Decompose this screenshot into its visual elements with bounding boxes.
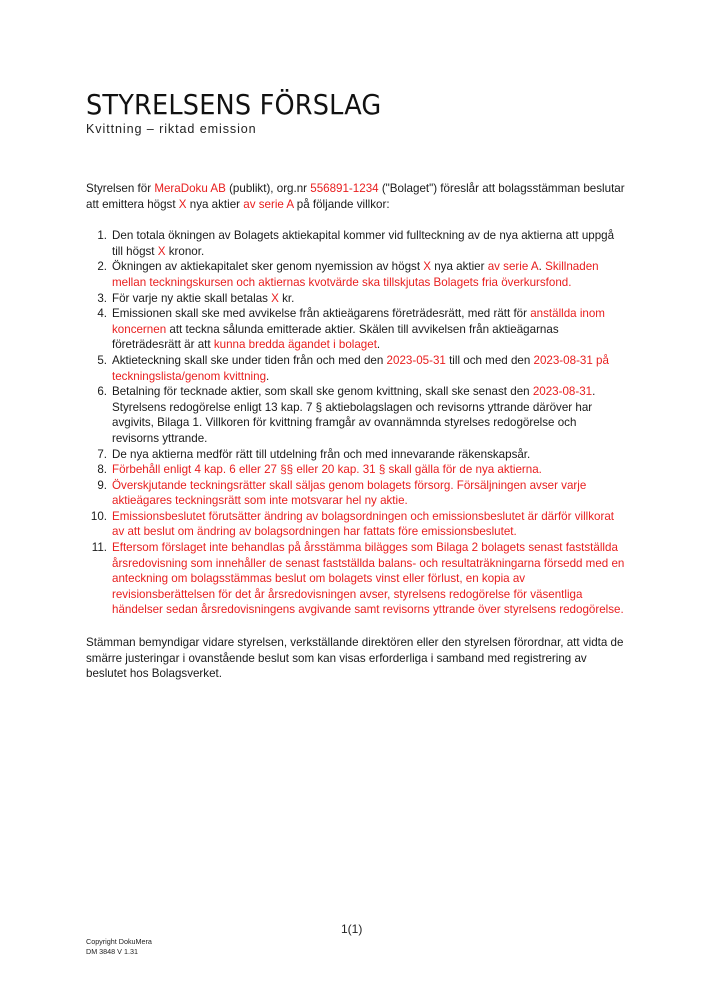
text-run: Emissionen skall ske med avvikelse från aktieägarens företrädesrätt, med rätt för [112,307,531,321]
highlighted-text: Överskjutande teckningsrätter skall säljas genom bolagets försorg. Försäljningen avser varje aktieägares teckningsrätt som inte motsvarar hel ny aktie. [112,478,587,508]
item-text [112,260,599,289]
highlighted-text: X [423,260,431,274]
text-run: på följande villkor: [293,197,390,211]
highlighted-text: Eftersom förslaget inte behandlas på årsstämma bilägges som Bilaga 2 bolagets senast fastställda årsredovisning som innehåller de senast fastställda balans- och resultaträkningarna försedd med en anteckning om bolagsstämmas beslut om bolagets vinst eller förlust, en kopia av revisionsberättelsen för det år årsredovisningen avser, styrelsens redogörelse för väsentliga händelser sedan årsredovisningens avgivande samt revisorns yttrande över styrelsens redogörelse. [112,541,625,617]
text-run: . Styrelsens redogörelse enligt 13 kap. 7 § aktiebolagslagen och revisorns yttrande däröver har avgivits, Bilaga 1. Villkoren för kvittning framgår av ovannämnda styrelses redogörelse och revisorns yttrande. [112,385,596,445]
footer [86,937,152,957]
text-run: att teckna sålunda emitterade aktier. Skälen till avvikelsen från aktieägarnas företrädesrätt är att [112,322,559,352]
item-text [112,385,595,445]
highlighted-text: 2023-05-31 [386,353,446,367]
condition-item [86,259,626,290]
condition-item [86,509,626,540]
text-run: nya aktier [186,197,244,211]
text-run: . [538,260,546,274]
text-run: nya aktier [431,260,488,274]
highlighted-text: Förbehåll enligt 4 kap. 6 eller 27 §§ eller 20 kap. 31 § skall gälla för de nya aktierna. [112,463,542,477]
footer-copyright: Copyright DokuMera [86,937,152,946]
item-number: 10. [90,509,107,523]
condition-item [86,291,626,307]
item-text [112,292,294,305]
page-subtitle: Kvittning – riktad emission [86,122,257,136]
item-number: 7. [97,447,107,461]
text-run: (publikt), org.nr [225,182,311,195]
highlighted-text: 2023-08-31 [532,385,593,399]
item-text [112,479,586,508]
highlighted-text: X [178,197,187,211]
condition-item [86,540,626,618]
item-text [112,307,605,351]
item-text [112,448,530,461]
document-body [86,181,626,682]
highlighted-text: av serie A [243,197,294,211]
item-number: 8. [97,463,107,477]
item-number: 11. [91,541,107,555]
text-run: Ökningen av aktiekapitalet sker genom nyemission av högst [112,260,424,274]
item-number: 2. [97,260,107,274]
item-number: 5. [97,353,107,367]
text-run: kr. [278,291,295,305]
text-run: Styrelsen för [86,182,155,195]
text-run: . [266,369,270,383]
text-run: De nya aktierna medför rätt till utdelning från och med innevarande räkenskapsår. [112,447,531,461]
item-text [112,510,614,539]
text-run: Betalning för tecknade aktier, som skall ske genom kvittning, skall ske senast den [112,385,533,399]
text-run: kronor. [165,244,205,258]
text-run: till och med den [445,353,534,367]
page-number: 1(1) [341,922,363,936]
item-number: 6. [97,385,107,399]
text-run: Den totala ökningen av Bolagets aktiekapital kommer vid fullteckning av de nya aktierna att uppgå till högst [112,229,615,258]
closing-paragraph: Stämman bemyndigar vidare styrelsen, verkställande direktören eller den styrelsen förordnar, att vidta de smärre justeringar i ovanstående beslut som kan visas erforderliga i samband med registrering av beslutet hos Bolagsverket. [86,636,624,681]
conditions-list [86,228,626,618]
text-run: Aktieteckning skall ske under tiden från och med den [112,353,387,367]
condition-item [86,384,626,446]
highlighted-text: av serie A [487,260,539,274]
item-text [112,541,624,616]
text-run: . [376,338,381,352]
highlighted-text: Emissionsbeslutet förutsätter ändring av bolagsordningen och emissionsbeslutet är därför villkorat av att beslut om ändring av bolagsordningen har fattats före emissionsbeslutet. [112,509,615,539]
highlighted-text: anställda inom koncernen [112,307,605,336]
page-title: STYRELSENS FÖRSLAG [86,89,382,121]
condition-item [86,306,626,353]
highlighted-text: kunna bredda ägandet i bolaget [213,338,377,352]
intro-paragraph [86,181,626,212]
item-text [112,463,542,476]
condition-item [86,462,626,478]
text-run: ("Bolaget") föreslår att bolagsstämman beslutar att emittera högst [86,182,625,211]
item-text [112,354,609,383]
item-number: 1. [97,229,107,243]
item-number: 9. [97,478,107,492]
footer-doc-id: DM 3848 V 1.31 [86,947,138,956]
highlighted-text: X [271,291,279,305]
highlighted-text: 556891-1234 [310,182,379,195]
highlighted-text: Skillnaden mellan teckningskursen och aktiernas kvotvärde ska tillskjutas Bolagets fria överkursfond. [112,260,599,289]
text-run: För varje ny aktie skall betalas [112,291,272,305]
condition-item [86,447,626,463]
highlighted-text: MeraDoku AB [154,182,226,195]
item-text [112,229,614,258]
condition-item [86,478,626,509]
item-number: 4. [97,307,107,321]
item-number: 3. [97,291,107,305]
condition-item [86,353,626,384]
highlighted-text: X [157,244,166,258]
condition-item [86,228,626,259]
highlighted-text: 2023-08-31 på teckningslista/genom kvittning [112,353,609,383]
